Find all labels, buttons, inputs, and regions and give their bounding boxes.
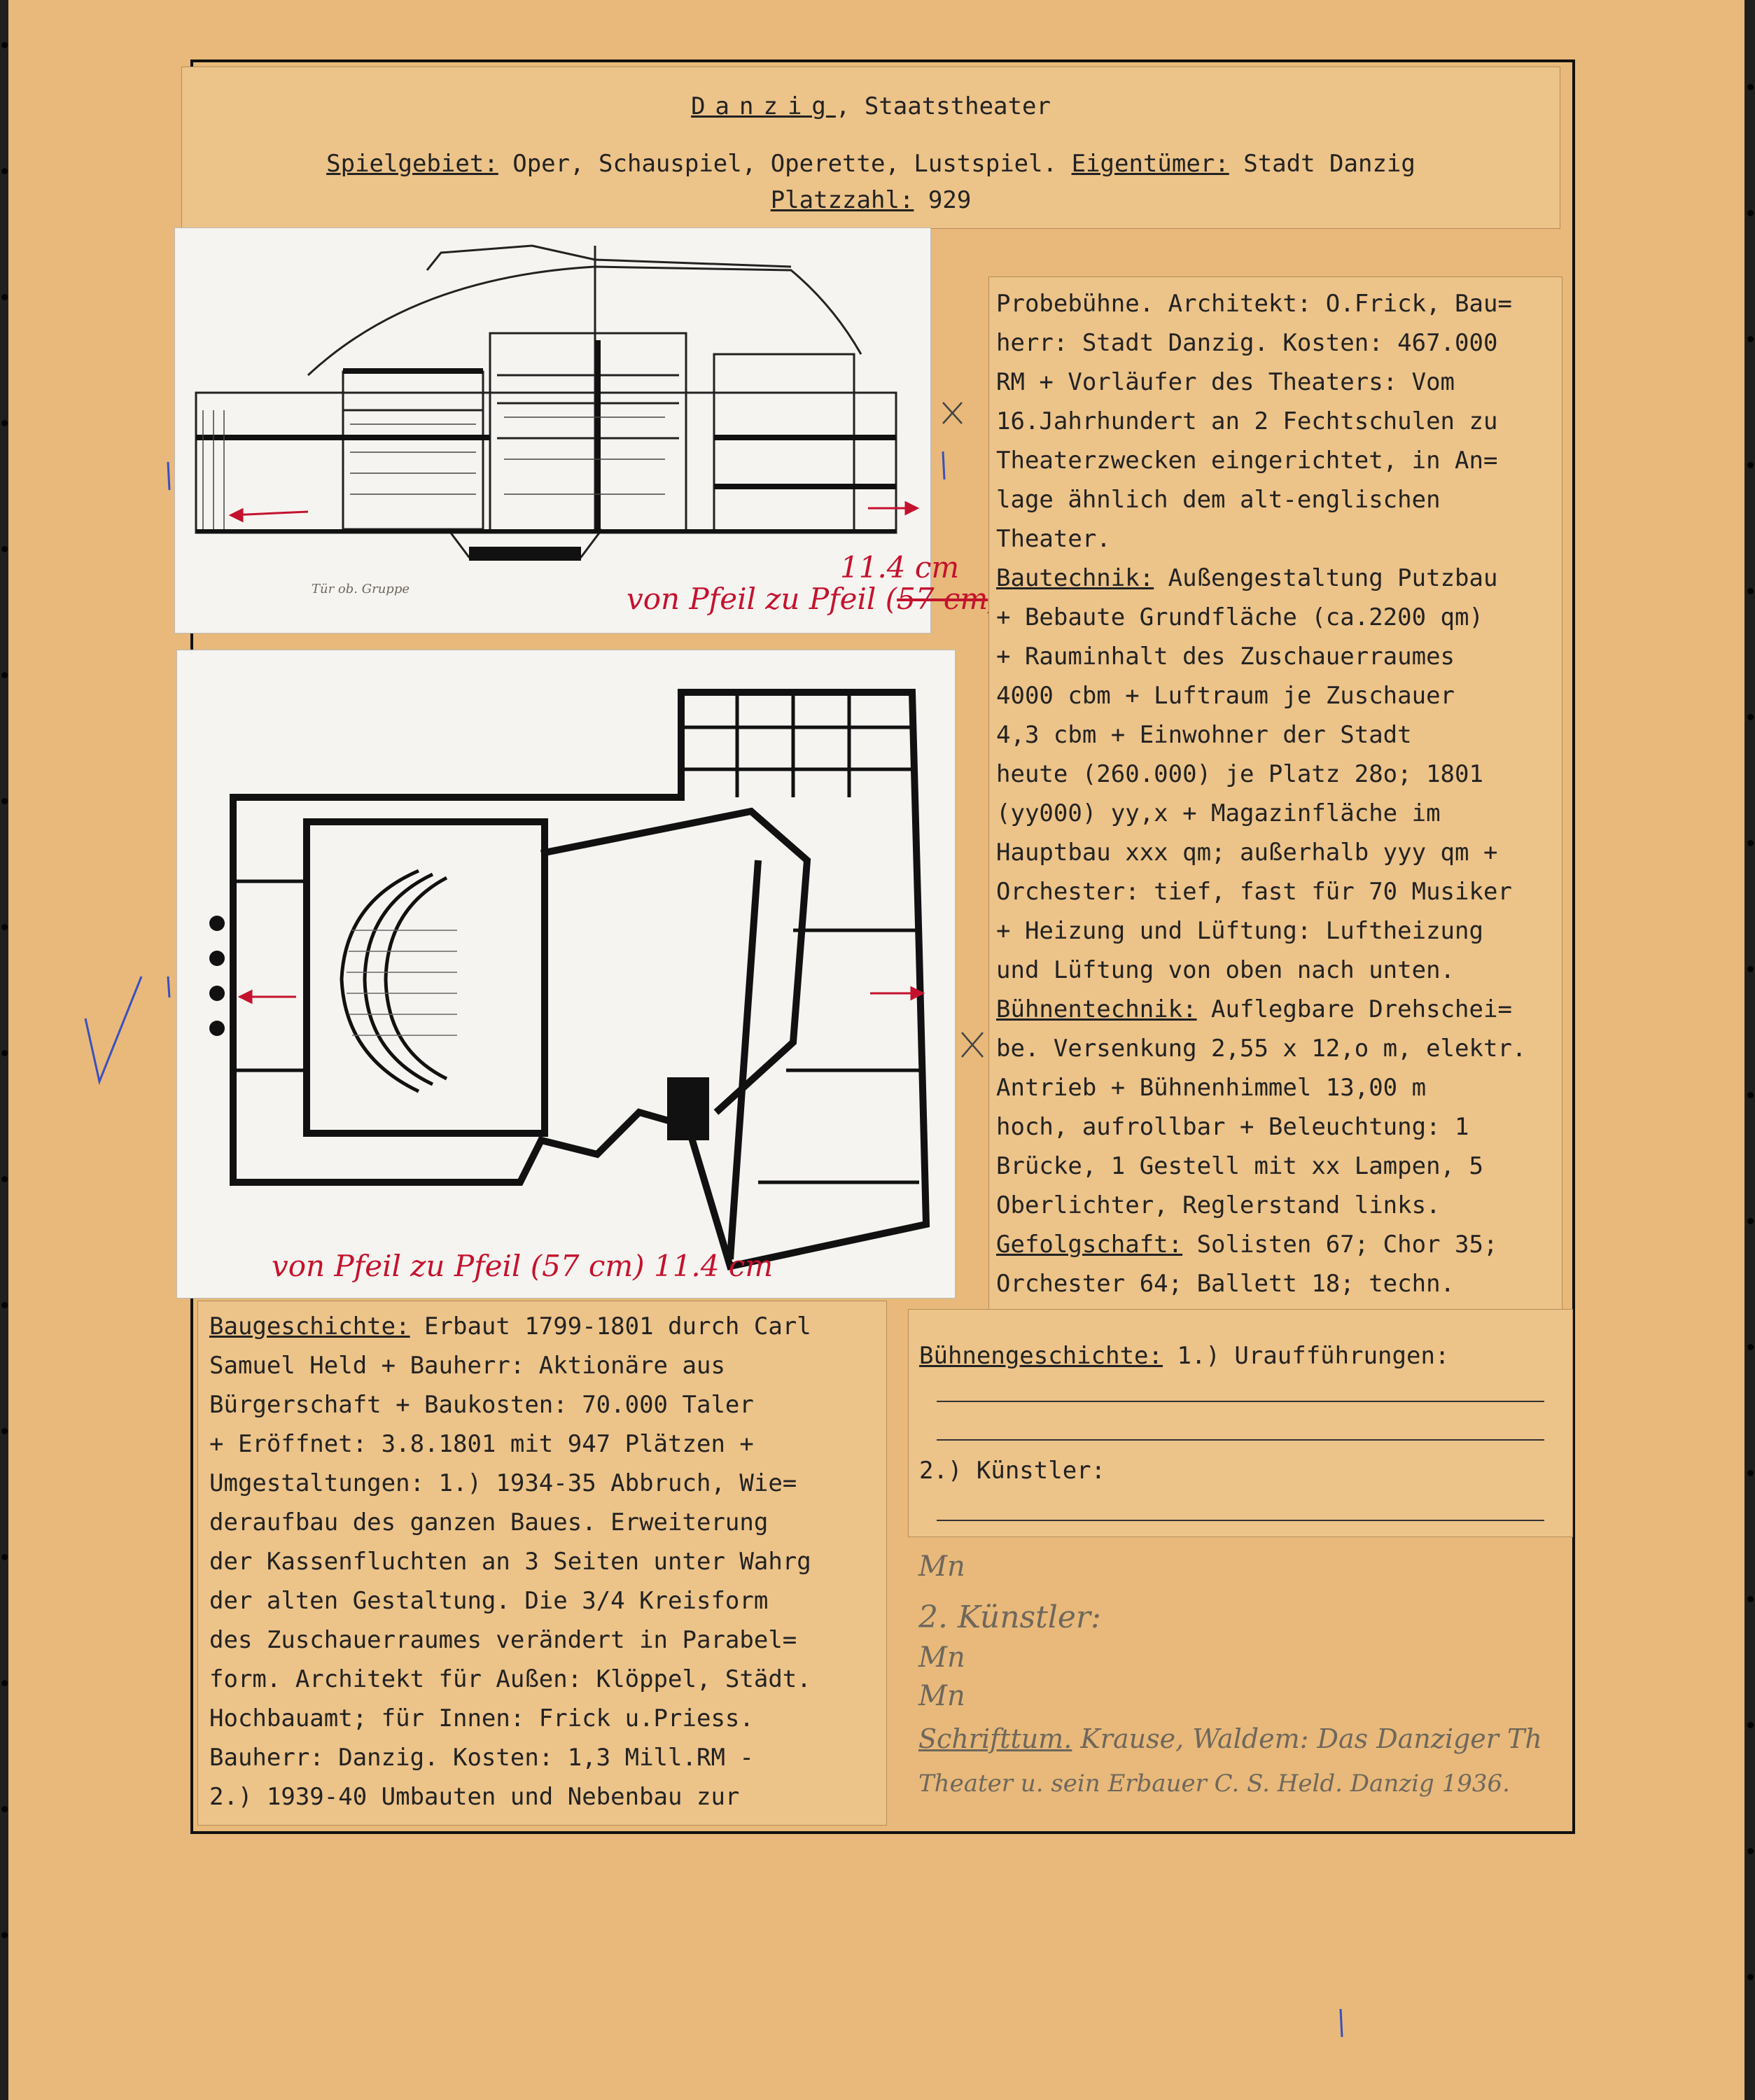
stage-history-line: [919, 1336, 1572, 1376]
eigentuemer-value: Stadt Danzig: [1229, 150, 1415, 178]
typed-line: [996, 794, 1562, 833]
schrifttum-text-1: Krause, Waldem: Das Danziger Th: [1072, 1723, 1542, 1754]
typed-line: [996, 872, 1562, 911]
section-label: Bühnentechnik:: [996, 995, 1197, 1023]
line-text: herr: Stadt Danzig. Kosten: 467.000: [996, 329, 1498, 357]
pencil-squiggle: Mn: [918, 1642, 965, 1674]
ruled-line: [937, 1439, 1544, 1441]
typed-line: [209, 1424, 886, 1464]
section-label: Baugeschichte:: [209, 1312, 410, 1340]
platzzahl-line: [182, 181, 1560, 220]
platzzahl-value: 929: [914, 186, 972, 214]
line-text: der alten Gestaltung. Die 3/4 Kreisform: [209, 1587, 769, 1615]
typed-line: [996, 1107, 1562, 1147]
schrifttum-line-2: Theater u. sein Erbauer C. S. Held. Danzig 1936.: [918, 1770, 1510, 1798]
typed-line: [996, 1068, 1562, 1107]
history-slip: [197, 1301, 887, 1826]
ruled-line: [937, 1520, 1544, 1521]
typed-line: [996, 480, 1562, 519]
line-text: 16.Jahrhundert an 2 Fechtschulen zu: [996, 407, 1498, 435]
typed-line: [996, 441, 1562, 480]
line-text: be. Versenkung 2,55 x 12,o m, elektr.: [996, 1035, 1527, 1063]
typed-line: [996, 1186, 1562, 1225]
section-scale: 11.4 cm: [840, 550, 960, 584]
page-title: Danzig: [691, 92, 836, 120]
typed-line: [209, 1307, 886, 1346]
right-info-slip: [988, 276, 1562, 1337]
section-scale-note: von Pfeil zu Pfeil (57 cm: [627, 582, 988, 616]
schrifttum-line-1: [918, 1723, 1542, 1754]
typed-line: [996, 1029, 1562, 1068]
line-text: Samuel Held + Bauherr: Aktionäre aus: [209, 1352, 725, 1380]
line-text: Umgestaltungen: 1.) 1934-35 Abbruch, Wie=: [209, 1469, 797, 1497]
schrifttum-label: Schrifttum.: [918, 1723, 1072, 1754]
line-text: Theater.: [996, 525, 1111, 553]
typed-line: [996, 911, 1562, 951]
section-label: Gefolgschaft:: [996, 1231, 1183, 1259]
line-text: heute (260.000) je Platz 28o; 1801: [996, 760, 1483, 788]
plan-scale: (57 cm) 11.4 cm: [530, 1249, 774, 1283]
header-slip: [181, 66, 1560, 229]
kuenstler-line: 2.) Künstler:: [919, 1457, 1106, 1485]
stage-history-slip: [908, 1309, 1573, 1537]
floor-plan-photo: [176, 650, 956, 1298]
typed-line: [996, 1225, 1562, 1264]
ruled-line: [937, 1401, 1544, 1402]
line-text: Hochbauamt; für Innen: Frick u.Priess.: [209, 1704, 754, 1732]
stage-history-value: 1.) Uraufführungen:: [1163, 1342, 1450, 1370]
line-text: RM + Vorläufer des Theaters: Vom: [996, 368, 1455, 396]
typed-line: [996, 284, 1562, 323]
title-line: [182, 87, 1560, 126]
line-text: Oberlichter, Reglerstand links.: [996, 1191, 1441, 1219]
typed-line: [996, 402, 1562, 441]
typed-line: [996, 598, 1562, 637]
line-text: Bauherr: Danzig. Kosten: 1,3 Mill.RM -: [209, 1744, 754, 1772]
plan-scale-note: [272, 1249, 773, 1283]
section-note-text: von Pfeil zu Pfeil: [627, 582, 876, 616]
typed-line: [209, 1660, 886, 1699]
pencil-squiggle: Mn: [918, 1550, 965, 1583]
spielgebiet-value: Oper, Schauspiel, Operette, Lustspiel.: [498, 150, 1058, 178]
typed-line: [996, 676, 1562, 715]
line-text: des Zuschauerraumes verändert in Parabel=: [209, 1626, 797, 1654]
typed-line: [209, 1620, 886, 1660]
typed-line: [209, 1542, 886, 1581]
typed-line: [209, 1777, 886, 1816]
line-text: lage ähnlich dem alt-englischen: [996, 486, 1441, 514]
archive-sheet: [8, 0, 1744, 2100]
line-text: + Heizung und Lüftung: Luftheizung: [996, 917, 1483, 945]
line-text: Orchester 64; Ballett 18; techn.: [996, 1270, 1455, 1298]
stage-history-label: Bühnengeschichte:: [919, 1342, 1163, 1370]
typed-line: [996, 1264, 1562, 1303]
spielgebiet-label: Spielgebiet:: [326, 150, 498, 178]
line-text: + Bebaute Grundfläche (ca.2200 qm): [996, 603, 1483, 631]
section-drawing-photo: [174, 227, 988, 634]
typed-line: [996, 637, 1562, 676]
typed-line: [996, 1147, 1562, 1186]
line-text: (yy000) yy,x + Magazinfläche im: [996, 799, 1441, 827]
line-text: hoch, aufrollbar + Beleuchtung: 1: [996, 1113, 1469, 1141]
typed-line: [209, 1503, 886, 1542]
platzzahl-label: Platzzahl:: [770, 186, 914, 214]
line-text: Bürgerschaft + Baukosten: 70.000 Taler: [209, 1391, 754, 1419]
line-text: form. Architekt für Außen: Klöppel, Städt.: [209, 1665, 811, 1693]
typed-line: [209, 1346, 886, 1385]
line-text: deraufbau des ganzen Baues. Erweiterung: [209, 1508, 769, 1536]
line-text: Orchester: tief, fast für 70 Musiker: [996, 878, 1512, 906]
line-text: 4,3 cbm + Einwohner der Stadt: [996, 721, 1412, 749]
eigentuemer-label: Eigentümer:: [1071, 150, 1229, 178]
line-text: Auflegbare Drehschei=: [1196, 995, 1512, 1023]
line-text: Theaterzwecken eingerichtet, in An=: [996, 447, 1498, 475]
typed-line: [996, 715, 1562, 755]
typed-line: [209, 1738, 886, 1777]
typed-line: [996, 755, 1562, 794]
line-text: + Rauminhalt des Zuschauerraumes: [996, 643, 1455, 671]
line-text: 4000 cbm + Luftraum je Zuschauer: [996, 682, 1455, 710]
section-drawing: [175, 228, 932, 634]
typed-line: [996, 519, 1562, 559]
line-text: Erbaut 1799-1801 durch Carl: [410, 1312, 811, 1340]
typed-line: [996, 833, 1562, 872]
line-text: 2.) 1939-40 Umbauten und Nebenbau zur: [209, 1783, 740, 1811]
line-text: und Lüftung von oben nach unten.: [996, 956, 1455, 984]
line-text: Hauptbau xxx qm; außerhalb yyy qm +: [996, 839, 1498, 867]
line-text: Brücke, 1 Gestell mit xx Lampen, 5: [996, 1152, 1483, 1180]
typed-line: [996, 990, 1562, 1029]
typed-line: [209, 1464, 886, 1503]
spielgebiet-line: [182, 144, 1560, 183]
line-text: + Eröffnet: 3.8.1801 mit 947 Plätzen +: [209, 1430, 754, 1458]
line-text: Solisten 67; Chor 35;: [1182, 1231, 1498, 1259]
typed-line: [209, 1699, 886, 1738]
section-pencil-caption: Tür ob. Gruppe: [312, 582, 410, 596]
typed-line: [996, 363, 1562, 402]
section-scale-struck: 57 cm: [897, 582, 988, 616]
line-text: Antrieb + Bühnenhimmel 13,00 m: [996, 1074, 1427, 1102]
typed-line: [209, 1385, 886, 1424]
typed-line: [996, 559, 1562, 598]
pencil-squiggle: Mn: [918, 1680, 965, 1712]
floor-plan-drawing: [177, 650, 956, 1299]
section-label: Bautechnik:: [996, 564, 1154, 592]
typed-line: [209, 1581, 886, 1620]
plan-note-text: von Pfeil zu Pfeil: [272, 1249, 522, 1283]
line-text: Außengestaltung Putzbau: [1154, 564, 1498, 592]
line-text: Probebühne. Architekt: O.Frick, Bau=: [996, 290, 1512, 318]
pencil-kuenstler: 2. Künstler:: [918, 1600, 1101, 1635]
page-subtitle: , Staatstheater: [835, 92, 1051, 120]
typed-line: [996, 323, 1562, 363]
line-text: der Kassenfluchten an 3 Seiten unter Wahrg: [209, 1548, 811, 1576]
typed-line: [996, 951, 1562, 990]
